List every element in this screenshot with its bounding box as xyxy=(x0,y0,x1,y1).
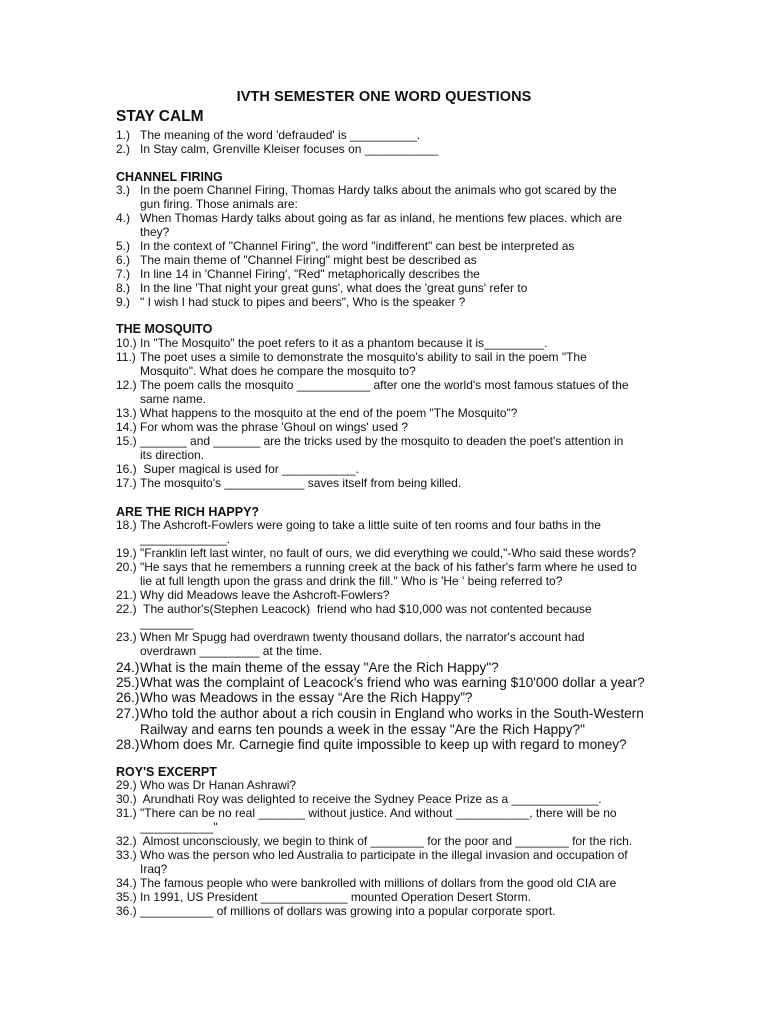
question-item xyxy=(116,660,676,676)
page-title: IVTH SEMESTER ONE WORD QUESTIONS xyxy=(236,89,532,105)
section-heading-stay-calm: STAY CALM xyxy=(116,108,204,125)
question-item xyxy=(116,519,676,547)
question-text: Who was Meadows in the essay “Are the Rich Happy”? xyxy=(140,690,473,705)
question-item xyxy=(116,435,676,463)
question-text-continued: ___________" xyxy=(140,819,218,834)
question-text: The main theme of "Channel Firing" might best be described as xyxy=(140,253,477,267)
question-item xyxy=(116,779,676,793)
question-text: The poet uses a simile to demonstrate the mosquito's ability to sail in the poem "The xyxy=(140,350,587,364)
question-number: 21.) xyxy=(116,588,137,602)
question-item xyxy=(116,690,676,706)
question-item xyxy=(116,407,676,421)
question-number: 14.) xyxy=(116,420,137,434)
question-text-continued: gun firing. Those animals are: xyxy=(140,196,298,211)
question-text: What was the complaint of Leacock's friend who was earning $10'000 dollar a year? xyxy=(140,675,645,690)
question-number: 2.) xyxy=(116,142,131,156)
question-number: 3.) xyxy=(116,183,131,197)
question-text: The author's(Stephen Leacock) friend who had $10,000 was not contented because xyxy=(140,602,592,616)
question-number: 6.) xyxy=(116,253,131,267)
question-item xyxy=(116,477,676,491)
section-heading-are-the-rich-happy: ARE THE RICH HAPPY? xyxy=(116,505,260,519)
question-item xyxy=(116,807,676,835)
question-number: 23.) xyxy=(116,630,137,644)
question-text: In Stay calm, Grenville Kleiser focuses on ___________ xyxy=(140,142,439,156)
question-number: 32.) xyxy=(116,834,137,848)
question-number: 36.) xyxy=(116,904,137,918)
question-item xyxy=(116,463,676,477)
question-item xyxy=(116,891,676,905)
question-text: In the poem Channel Firing, Thomas Hardy talks about the animals who got scared by the xyxy=(140,183,617,197)
question-item xyxy=(116,849,676,877)
question-text: The Ashcroft-Fowlers were going to take a little suite of ten rooms and four baths in the xyxy=(140,518,601,532)
question-item xyxy=(116,268,676,282)
question-number: 25.) xyxy=(116,675,140,690)
section-heading-channel-firing: CHANNEL FIRING xyxy=(116,170,223,184)
question-item xyxy=(116,589,676,603)
question-text: Whom does Mr. Carnegie find quite impossible to keep up with regard to money? xyxy=(140,737,627,752)
question-text: Arundhati Roy was delighted to receive the Sydney Peace Prize as a _____________. xyxy=(140,792,602,806)
question-text: Almost unconsciously, we begin to think of ________ for the poor and ________ for the rich. xyxy=(140,834,633,848)
question-text: When Thomas Hardy talks about going as far as inland, he mentions few places. which are xyxy=(140,211,623,225)
question-text: Who was Dr Hanan Ashrawi? xyxy=(140,778,297,792)
question-item xyxy=(116,421,676,435)
question-text: What is the main theme of the essay "Are the Rich Happy"? xyxy=(140,660,499,675)
question-item xyxy=(116,675,676,691)
question-text: The famous people who were bankrolled with millions of dollars from the good old CIA are xyxy=(140,876,617,890)
question-text-continued: lie at full length upon the grass and drink the fill." Who is 'He ' being referred to? xyxy=(140,573,563,588)
question-item xyxy=(116,737,676,753)
question-number: 17.) xyxy=(116,476,137,490)
question-item xyxy=(116,184,676,212)
question-item xyxy=(116,240,676,254)
question-number: 13.) xyxy=(116,406,137,420)
question-number: 4.) xyxy=(116,211,131,225)
question-item xyxy=(116,282,676,296)
question-text: In line 14 in 'Channel Firing', "Red" metaphorically describes the xyxy=(140,267,480,281)
question-number: 15.) xyxy=(116,434,137,448)
question-item xyxy=(116,547,676,561)
section-heading-the-mosquito: THE MOSQUITO xyxy=(116,322,213,336)
question-text: The meaning of the word 'defrauded' is __________. xyxy=(140,128,421,142)
question-text: In 1991, US President _____________ mounted Operation Desert Storm. xyxy=(140,890,531,904)
question-text-continued: same name. xyxy=(140,391,207,406)
question-text: _______ and _______ are the tricks used by the mosquito to deaden the poet's attention in xyxy=(140,434,624,448)
question-item xyxy=(116,129,676,143)
question-text: "There can be no real _______ without justice. And without ___________, there will be no xyxy=(140,806,617,820)
question-item xyxy=(116,351,676,379)
question-number: 11.) xyxy=(116,350,136,364)
question-text: In the context of "Channel Firing", the word "indifferent" can best be interpreted as xyxy=(140,239,575,253)
question-item xyxy=(116,706,676,737)
question-number: 16.) xyxy=(116,462,137,476)
question-item xyxy=(116,254,676,268)
question-number: 26.) xyxy=(116,690,140,705)
question-number: 27.) xyxy=(116,706,140,721)
question-text: When Mr Spugg had overdrawn twenty thousand dollars, the narrator's account had xyxy=(140,630,585,644)
question-number: 22.) xyxy=(116,602,137,616)
question-text-continued: _____________. xyxy=(140,531,231,546)
question-text: Who was the person who led Australia to participate in the illegal invasion and occupation of xyxy=(140,848,628,862)
question-text: The mosquito's ____________ saves itself from being killed. xyxy=(140,476,462,490)
question-number: 35.) xyxy=(116,890,137,904)
question-text: In "The Mosquito" the poet refers to it as a phantom because it is_________. xyxy=(140,336,548,350)
question-text-continued: Iraq? xyxy=(140,861,168,876)
question-number: 20.) xyxy=(116,560,137,574)
question-number: 33.) xyxy=(116,848,137,862)
question-text: Super magical is used for ___________. xyxy=(140,462,359,476)
question-number: 9.) xyxy=(116,295,131,309)
question-item xyxy=(116,561,676,589)
question-text: Why did Meadows leave the Ashcroft-Fowlers? xyxy=(140,588,390,602)
question-item xyxy=(116,877,676,891)
question-number: 34.) xyxy=(116,876,137,890)
question-number: 29.) xyxy=(116,778,137,792)
question-number: 31.) xyxy=(116,806,137,820)
question-number: 19.) xyxy=(116,546,137,560)
question-number: 24.) xyxy=(116,660,140,675)
question-number: 1.) xyxy=(116,128,131,142)
question-text: " I wish I had stuck to pipes and beers", Who is the speaker ? xyxy=(140,295,466,309)
question-text: What happens to the mosquito at the end of the poem "The Mosquito"? xyxy=(140,406,518,420)
question-item xyxy=(116,379,676,407)
question-item xyxy=(116,296,676,310)
question-text-continued: Railway and earns ten pounds a week in the essay "Are the Rich Happy?" xyxy=(140,721,585,737)
question-item xyxy=(116,212,676,240)
question-text: The poem calls the mosquito ___________ after one the world's most famous statues of the xyxy=(140,378,629,392)
question-number: 7.) xyxy=(116,267,131,281)
question-item xyxy=(116,905,676,919)
question-text-continued: overdrawn _________ at the time. xyxy=(140,643,323,658)
question-number: 18.) xyxy=(116,518,137,532)
question-text: In the line 'That night your great guns', what does the 'great guns' refer to xyxy=(140,281,528,295)
question-item xyxy=(116,337,676,351)
question-number: 28.) xyxy=(116,737,140,752)
question-text: "Franklin left last winter, no fault of ours, we did everything we could,"-Who said these words? xyxy=(140,546,637,560)
question-item xyxy=(116,143,676,157)
question-number: 30.) xyxy=(116,792,137,806)
question-item xyxy=(116,631,676,659)
question-text-continued: they? xyxy=(140,224,170,239)
section-heading-roy-s-excerpt: ROY'S EXCERPT xyxy=(116,765,217,779)
question-text-continued: its direction. xyxy=(140,447,205,462)
question-text: For whom was the phrase 'Ghoul on wings' used ? xyxy=(140,420,409,434)
question-text: "He says that he remembers a running creek at the back of his father's farm where he used to xyxy=(140,560,637,574)
question-item xyxy=(116,793,676,807)
question-item xyxy=(116,835,676,849)
question-number: 12.) xyxy=(116,378,137,392)
question-item xyxy=(116,603,676,631)
question-text: ___________ of millions of dollars was growing into a popular corporate sport. xyxy=(140,904,556,918)
question-text: Who told the author about a rich cousin in England who works in the South-Western xyxy=(140,706,644,721)
question-text-continued: ________ xyxy=(140,615,194,630)
question-number: 5.) xyxy=(116,239,131,253)
question-text-continued: Mosquito". What does he compare the mosquito to? xyxy=(140,363,416,378)
question-number: 10.) xyxy=(116,336,137,350)
question-number: 8.) xyxy=(116,281,131,295)
